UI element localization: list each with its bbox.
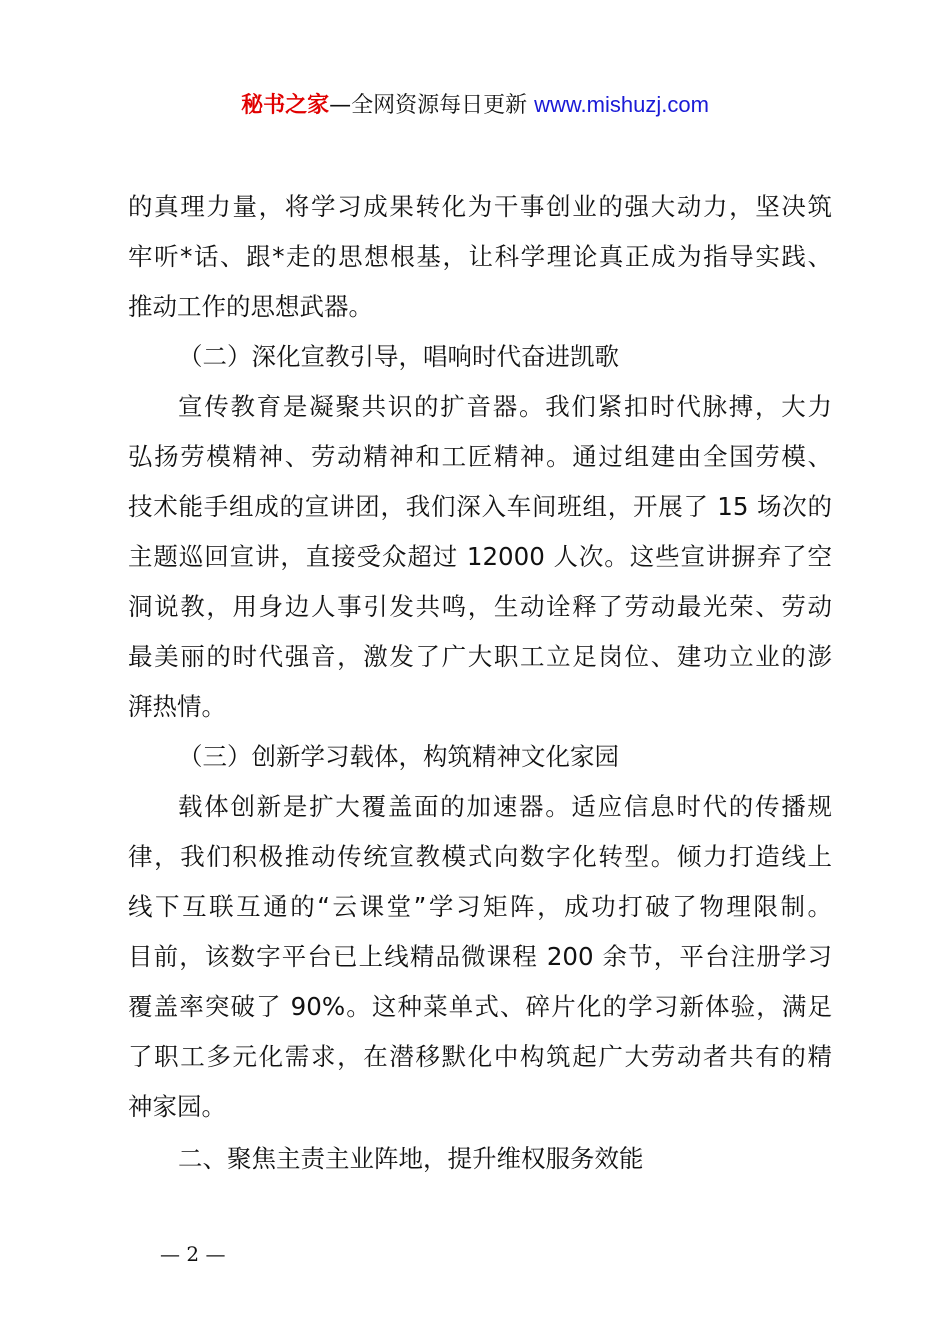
paragraph-line: 目前，该数字平台已上线精品微课程 200 余节，平台注册学习 [128, 942, 832, 971]
paragraph-line: 最美丽的时代强音，激发了广大职工立足岗位、建功立业的澎 [128, 642, 832, 671]
paragraph-line: 了职工多元化需求，在潜移默化中构筑起广大劳动者共有的精 [128, 1042, 832, 1071]
paragraph-line: 技术能手组成的宣讲团，我们深入车间班组，开展了 15 场次的 [128, 492, 832, 521]
section-heading: （二）深化宣教引导，唱响时代奋进凯歌 [178, 342, 619, 371]
paragraph-line: 律，我们积极推动传统宣教模式向数字化转型。倾力打造线上 [128, 842, 832, 871]
paragraph-line: 主题巡回宣讲，直接受众超过 12000 人次。这些宣讲摒弃了空 [128, 542, 832, 571]
paragraph-line: 神家园。 [128, 1092, 226, 1121]
paragraph-line: 线下互联互通的“云课堂”学习矩阵，成功打破了物理限制。 [128, 892, 832, 921]
paragraph-line: 弘扬劳模精神、劳动精神和工匠精神。通过组建由全国劳模、 [128, 442, 832, 471]
paragraph-line: 覆盖率突破了 90%。这种菜单式、碎片化的学习新体验，满足 [128, 992, 832, 1021]
paragraph-line: 牢听*话、跟*走的思想根基，让科学理论真正成为指导实践、 [128, 242, 832, 271]
section-heading: （三）创新学习载体，构筑精神文化家园 [178, 742, 619, 771]
paragraph-line: 推动工作的思想武器。 [128, 292, 373, 321]
page-number: — 2 — [160, 1242, 226, 1266]
brand-name: 秘书之家 [241, 93, 330, 118]
paragraph-line: 宣传教育是凝聚共识的扩音器。我们紧扣时代脉搏，大力 [178, 392, 832, 421]
site-header [0, 88, 950, 123]
chapter-heading: 二、聚焦主责主业阵地，提升维权服务效能 [178, 1144, 644, 1173]
site-url-link[interactable]: www.mishuzj.com [534, 92, 709, 117]
paragraph-line: 的真理力量，将学习成果转化为干事创业的强大动力，坚决筑 [128, 192, 832, 221]
paragraph-line: 湃热情。 [128, 692, 226, 721]
paragraph-line: 载体创新是扩大覆盖面的加速器。适应信息时代的传播规 [178, 792, 832, 821]
header-tagline: —全网资源每日更新 [329, 93, 535, 118]
paragraph-line: 洞说教，用身边人事引发共鸣，生动诠释了劳动最光荣、劳动 [128, 592, 832, 621]
document-body [128, 182, 838, 1184]
